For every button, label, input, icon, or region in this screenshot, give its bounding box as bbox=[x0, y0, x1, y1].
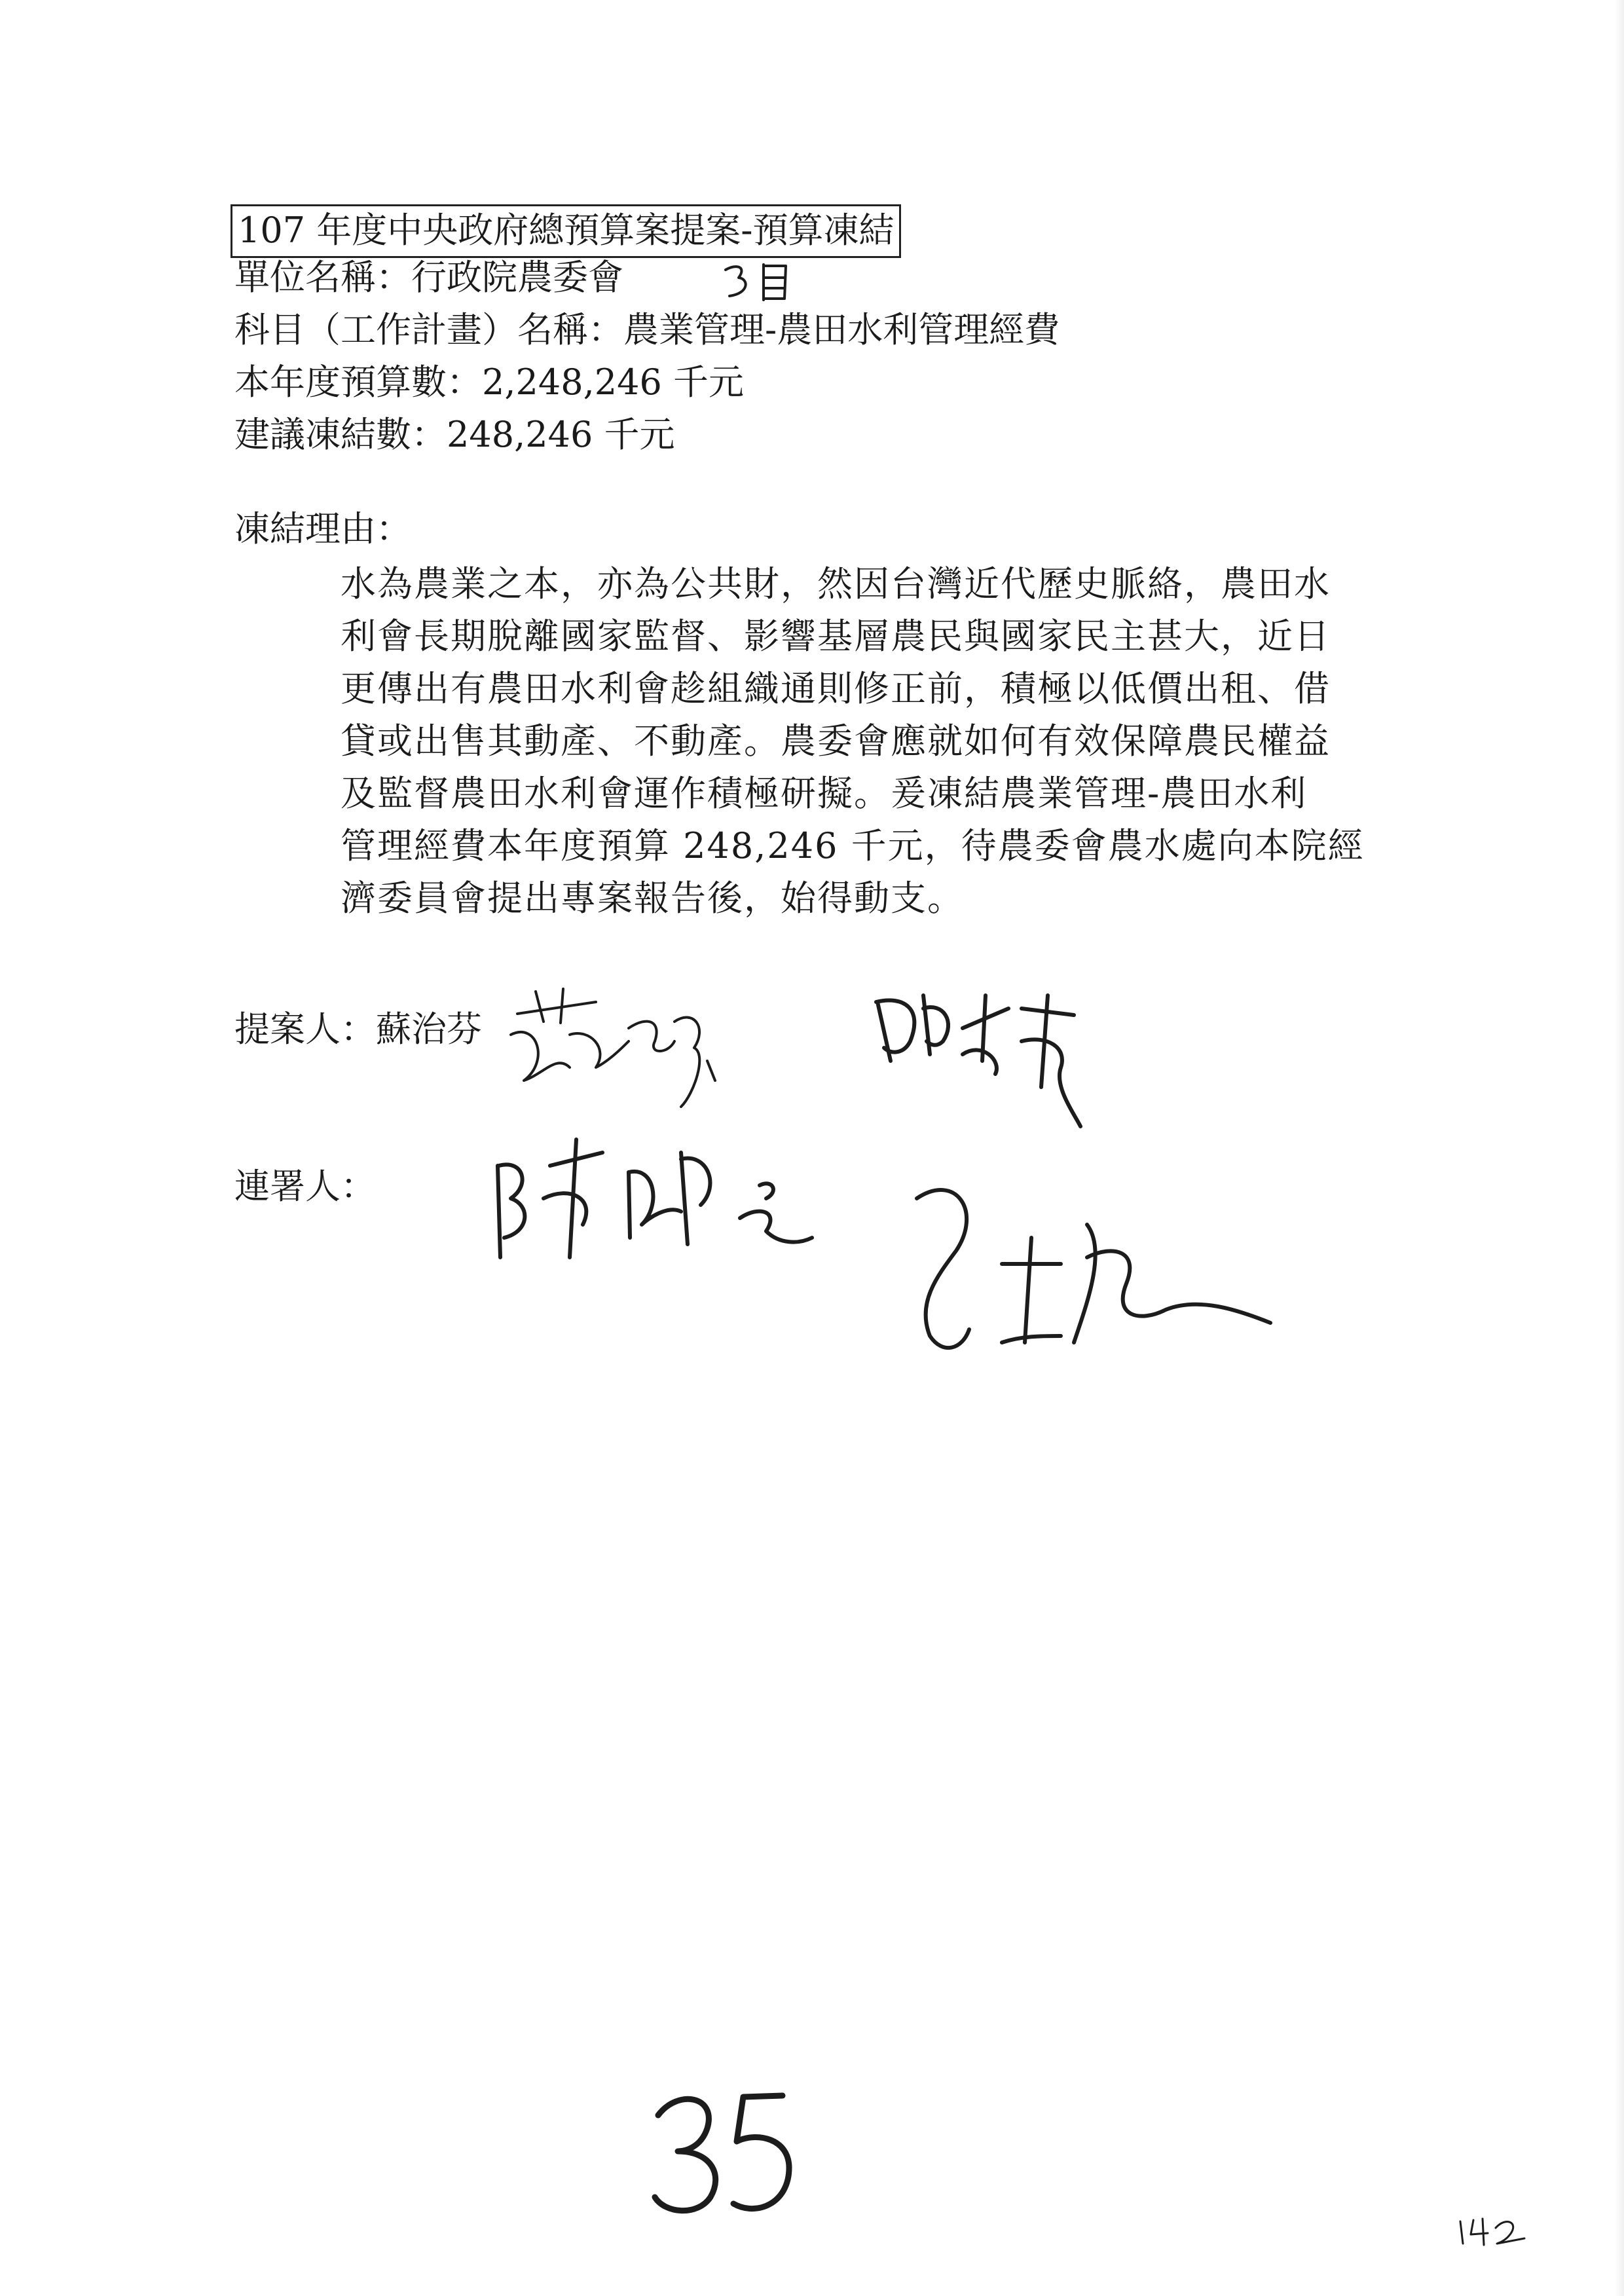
reason-line: 及監督農田水利會運作積極研擬。爰凍結農業管理-農田水利 bbox=[341, 773, 1308, 814]
scan-edge-shading bbox=[1615, 0, 1624, 2296]
subject-name-line: 科目（工作計畫）名稱：農業管理-農田水利管理經費 bbox=[234, 309, 1060, 350]
reason-line: 水為農業之本，亦為公共財，然因台灣近代歷史脈絡，農田水 bbox=[341, 563, 1331, 604]
reason-line: 濟委員會提出專案報告後，始得動支。 bbox=[341, 878, 964, 919]
handwritten-page-number bbox=[645, 2089, 815, 2220]
reason-label: 凍結理由： bbox=[234, 508, 411, 549]
proposer-signature bbox=[498, 982, 720, 1113]
document-title: 107 年度中央政府總預算案提案-預算凍結 bbox=[231, 204, 901, 258]
reason-line: 利會長期脫離國家監督、影響基層農民與國家民主甚大，近日 bbox=[341, 616, 1331, 657]
reason-line: 更傳出有農田水利會趁組織通則修正前，積極以低價出租、借 bbox=[341, 668, 1331, 709]
cosigner-signature-3 bbox=[891, 1172, 1283, 1369]
freeze-amount-line: 建議凍結數：248,246 千元 bbox=[234, 414, 675, 455]
cosigner-signature-1 bbox=[485, 1126, 825, 1277]
proposer-label: 提案人：蘇治芬 bbox=[234, 1009, 482, 1050]
handwritten-note-3mu bbox=[720, 259, 799, 305]
reason-line: 管理經費本年度預算 248,246 千元，待農委會農水處向本院經 bbox=[341, 825, 1365, 866]
handwritten-sheet-number bbox=[1454, 2207, 1532, 2253]
reason-line: 貸或出售其動產、不動產。農委會應就如何有效保障農民權益 bbox=[341, 720, 1331, 762]
cosigner-signature-2 bbox=[864, 982, 1087, 1133]
unit-name-line: 單位名稱：行政院農委會 bbox=[234, 257, 623, 298]
cosigner-label: 連署人： bbox=[234, 1166, 376, 1207]
budget-amount-line: 本年度預算數：2,248,246 千元 bbox=[234, 361, 744, 403]
reason-body bbox=[341, 558, 1375, 925]
